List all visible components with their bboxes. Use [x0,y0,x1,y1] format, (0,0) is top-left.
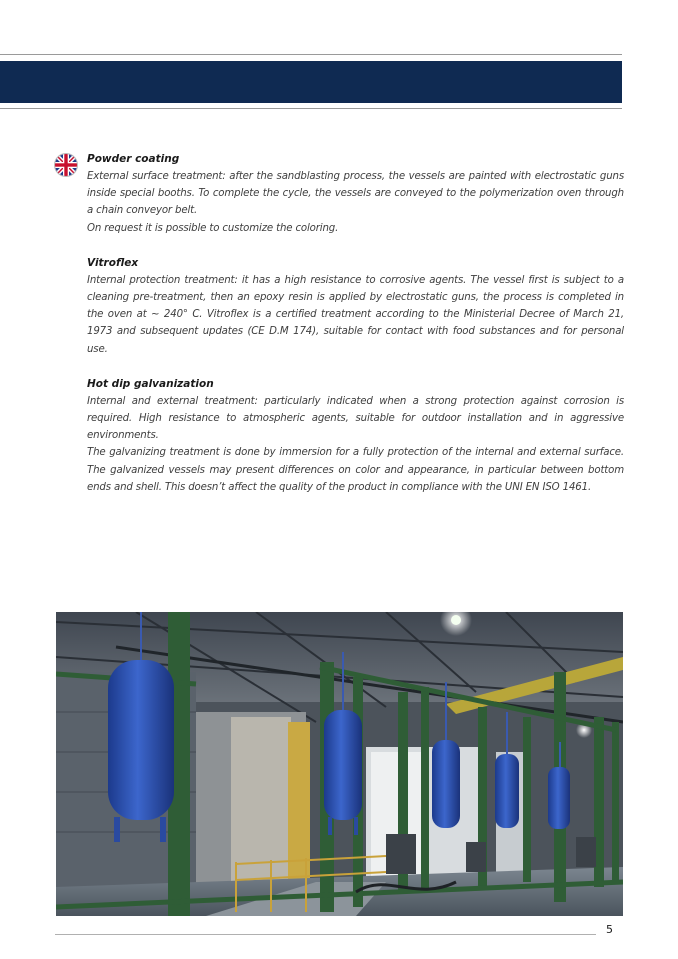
footer-rule [55,934,596,935]
header-underline [0,108,622,109]
factory-photo [56,612,623,916]
vessel-small-2 [495,754,519,828]
uk-flag-icon [55,154,77,176]
section-paragraph: External surface treatment: after the sandblasting process, the vessels are painted with electrostatic guns inside special booths. To complete the cycle, the vessels are conveyed to the polymerization oven through a chain conveyor belt. [87,171,624,217]
section-title: Vitroflex [87,256,139,269]
section-title: Powder coating [87,153,180,165]
treatments-content [87,151,624,514]
section-powder-coating [87,151,624,237]
vessel-small-1 [432,740,460,828]
section-paragraph: Internal and external treatment: particularly indicated when a strong protection against corrosion is required. High resistance to atmospheric agents, suitable for outdoor installation and in aggressive environments. [87,395,624,442]
section-hot-dip-galvanization [87,376,624,496]
page-number: 5 [606,923,613,936]
section-title: Hot dip galvanization [87,377,214,390]
section-paragraph: Internal protection treatment: it has a high resistance to corrosive agents. The vessel first is subject to a cleaning pre-treatment, then an epoxy resin is applied by electrostatic guns, the process is completed in the oven at ~ 240° C. Vitroflex is a certified treatment according to the Ministerial Decree of March 21, 1973 and subsequent updates (CE D.M 174), suitable for contact with food substances and for personal use. [87,274,624,355]
vessel-small-3 [548,767,570,829]
section-vitroflex [87,255,624,358]
top-rule [0,54,622,55]
header-band [0,61,622,103]
section-paragraph: On request it is possible to customize the coloring. [87,222,339,234]
section-paragraph: The galvanizing treatment is done by immersion for a fully protection of the internal and external surface. The galvanized vessels may present differences on color and appearance, in particular between bottom ends and shell. This doesn’t affect the quality of the product in compliance with the UNI EN ISO 1461. [87,447,624,493]
